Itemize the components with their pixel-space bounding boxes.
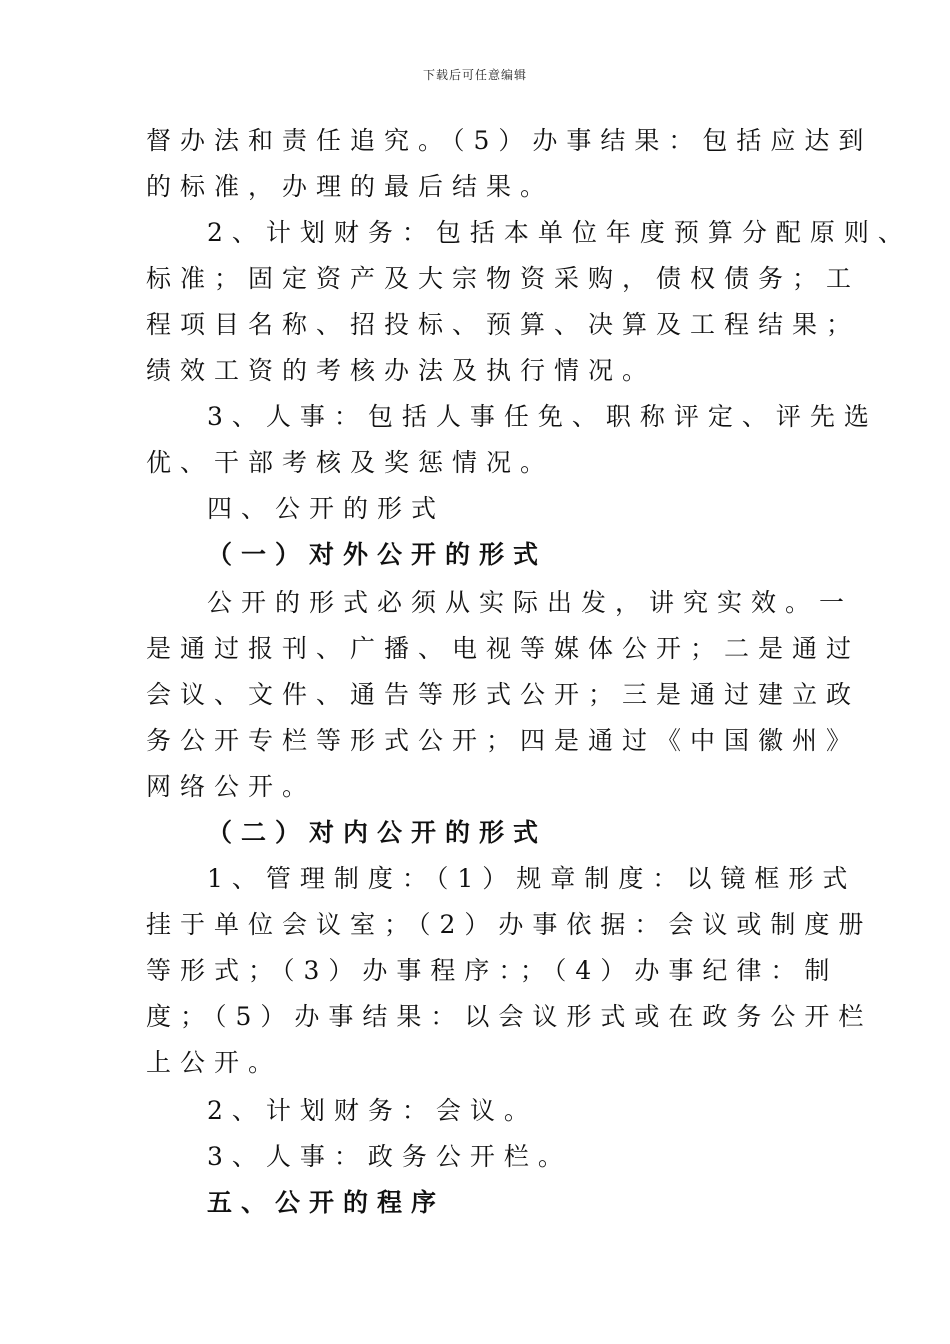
body-line-21: 上公开。: [146, 1048, 283, 1077]
body-line-2: 的标准，办理的最后结果。: [146, 172, 555, 201]
body-line-1: 督办法和责任追究。（5）办事结果：包括应达到: [146, 126, 873, 155]
section-heading-4: 四、公开的形式: [207, 494, 446, 523]
body-line-22: 2、计划财务：会议。: [207, 1096, 538, 1125]
section-heading-5: 五、公开的程序: [207, 1188, 446, 1217]
page-header: 下载后可任意编辑: [422, 68, 527, 82]
body-line-19: 等形式；（3）办事程序：；（4）办事纪律：制: [146, 956, 839, 985]
body-line-7: 3、人事：包括人事任免、职称评定、评先选: [207, 402, 878, 431]
body-line-4: 标准；固定资产及大宗物资采购，债权债务；工: [146, 264, 861, 293]
body-line-8: 优、干部考核及奖惩情况。: [146, 448, 555, 477]
subheading-internal: （二）对内公开的形式: [207, 818, 548, 847]
body-line-12: 是通过报刊、广播、电视等媒体公开；二是通过: [146, 634, 861, 663]
subheading-external: （一）对外公开的形式: [207, 540, 548, 569]
body-line-6: 绩效工资的考核办法及执行情况。: [146, 356, 657, 385]
body-line-11: 公开的形式必须从实际出发，讲究实效。一: [207, 588, 854, 617]
body-line-14: 务公开专栏等形式公开；四是通过《中国徽州》: [146, 726, 861, 755]
body-line-23: 3、人事：政务公开栏。: [207, 1142, 572, 1171]
body-line-3: 2、计划财务：包括本单位年度预算分配原则、: [207, 218, 912, 247]
body-line-20: 度；（5）办事结果：以会议形式或在政务公开栏: [146, 1002, 873, 1031]
body-line-13: 会议、文件、通告等形式公开；三是通过建立政: [146, 680, 861, 709]
body-line-15: 网络公开。: [146, 772, 317, 801]
body-line-5: 程项目名称、招投标、预算、决算及工程结果；: [146, 310, 861, 339]
body-line-18: 挂于单位会议室；（2）办事依据：会议或制度册: [146, 910, 873, 939]
body-line-17: 1、管理制度：（1）规章制度：以镜框形式: [207, 864, 857, 893]
